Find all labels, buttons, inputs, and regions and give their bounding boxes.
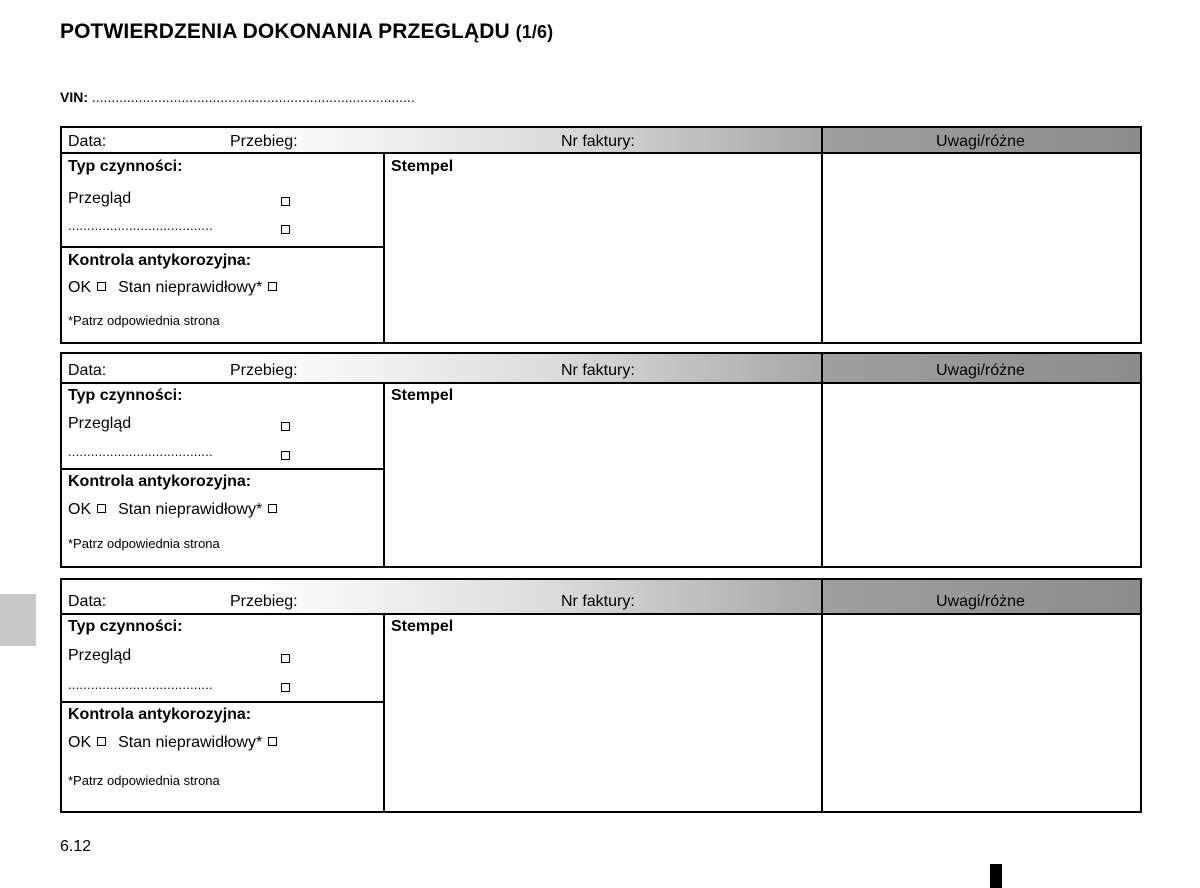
stamp-column — [385, 615, 823, 811]
header-uwagi: Uwagi/różne — [936, 133, 1025, 150]
other-dots: ...................................... — [68, 218, 213, 233]
typ-czynnosci-label: Typ czynności: — [68, 158, 183, 175]
typ-czynnosci-label: Typ czynności: — [68, 618, 183, 635]
page-number: 6.12 — [60, 838, 92, 855]
stan-checkbox[interactable] — [268, 282, 277, 291]
ok-row — [68, 501, 277, 519]
stamp-column — [385, 154, 823, 342]
header-data: Data: — [68, 133, 107, 150]
remarks-column — [823, 154, 1140, 342]
stan-checkbox[interactable] — [268, 737, 277, 746]
stan-label: Stan nieprawidłowy* — [118, 279, 263, 296]
ok-checkbox[interactable] — [97, 504, 106, 513]
ok-checkbox[interactable] — [97, 282, 106, 291]
header-data: Data: — [68, 593, 107, 610]
note-text: *Patrz odpowiednia strona — [68, 313, 220, 328]
activity-column — [62, 154, 385, 342]
side-tab — [0, 594, 36, 646]
przeglad-checkbox[interactable] — [281, 654, 290, 663]
header-przebieg: Przebieg: — [230, 133, 298, 150]
stempel-label: Stempel — [391, 387, 454, 404]
record-header — [62, 128, 1140, 154]
page-title — [60, 20, 553, 44]
other-checkbox[interactable] — [281, 451, 290, 460]
header-nr-faktury: Nr faktury: — [561, 593, 635, 610]
header-przebieg: Przebieg: — [230, 593, 298, 610]
other-checkbox[interactable] — [281, 225, 290, 234]
activity-column — [62, 615, 385, 811]
przeglad-label: Przegląd — [68, 415, 132, 432]
service-record-2 — [60, 352, 1142, 568]
przeglad-label: Przegląd — [68, 647, 132, 664]
note-text: *Patrz odpowiednia strona — [68, 536, 220, 551]
vin-line — [60, 89, 415, 105]
other-checkbox[interactable] — [281, 683, 290, 692]
note-text: *Patrz odpowiednia strona — [68, 773, 220, 788]
stamp-column — [385, 384, 823, 566]
przeglad-checkbox[interactable] — [281, 422, 290, 431]
vin-dots: ................................................................................... — [91, 89, 415, 105]
ok-row — [68, 734, 277, 752]
record-header — [62, 354, 1140, 384]
kontrola-label: Kontrola antykorozyjna: — [68, 473, 252, 490]
przeglad-label: Przegląd — [68, 190, 132, 207]
title-part: (1/6) — [515, 22, 554, 42]
stan-checkbox[interactable] — [268, 504, 277, 513]
ok-label: OK — [68, 501, 92, 518]
header-nr-faktury: Nr faktury: — [561, 362, 635, 379]
stan-label: Stan nieprawidłowy* — [118, 734, 263, 751]
kontrola-label: Kontrola antykorozyjna: — [68, 252, 252, 269]
remarks-column — [823, 615, 1140, 811]
activity-column — [62, 384, 385, 566]
other-dots: ...................................... — [68, 444, 213, 459]
typ-czynnosci-label: Typ czynności: — [68, 387, 183, 404]
record-header — [62, 580, 1140, 615]
kontrola-label: Kontrola antykorozyjna: — [68, 706, 252, 723]
vin-label: VIN: — [60, 89, 88, 105]
przeglad-checkbox[interactable] — [281, 197, 290, 206]
service-record-1 — [60, 126, 1142, 344]
ok-checkbox[interactable] — [97, 737, 106, 746]
ok-label: OK — [68, 734, 92, 751]
header-uwagi: Uwagi/różne — [936, 362, 1025, 379]
header-przebieg: Przebieg: — [230, 362, 298, 379]
ok-row — [68, 279, 277, 297]
other-dots: ...................................... — [68, 677, 213, 692]
title-text: POTWIERDZENIA DOKONANIA PRZEGLĄDU — [60, 20, 510, 43]
corner-mark — [990, 864, 1002, 888]
stan-label: Stan nieprawidłowy* — [118, 501, 263, 518]
stempel-label: Stempel — [391, 158, 454, 175]
remarks-column — [823, 384, 1140, 566]
header-uwagi: Uwagi/różne — [936, 593, 1025, 610]
header-data: Data: — [68, 362, 107, 379]
service-record-3 — [60, 578, 1142, 813]
stempel-label: Stempel — [391, 618, 454, 635]
header-nr-faktury: Nr faktury: — [561, 133, 635, 150]
ok-label: OK — [68, 279, 92, 296]
